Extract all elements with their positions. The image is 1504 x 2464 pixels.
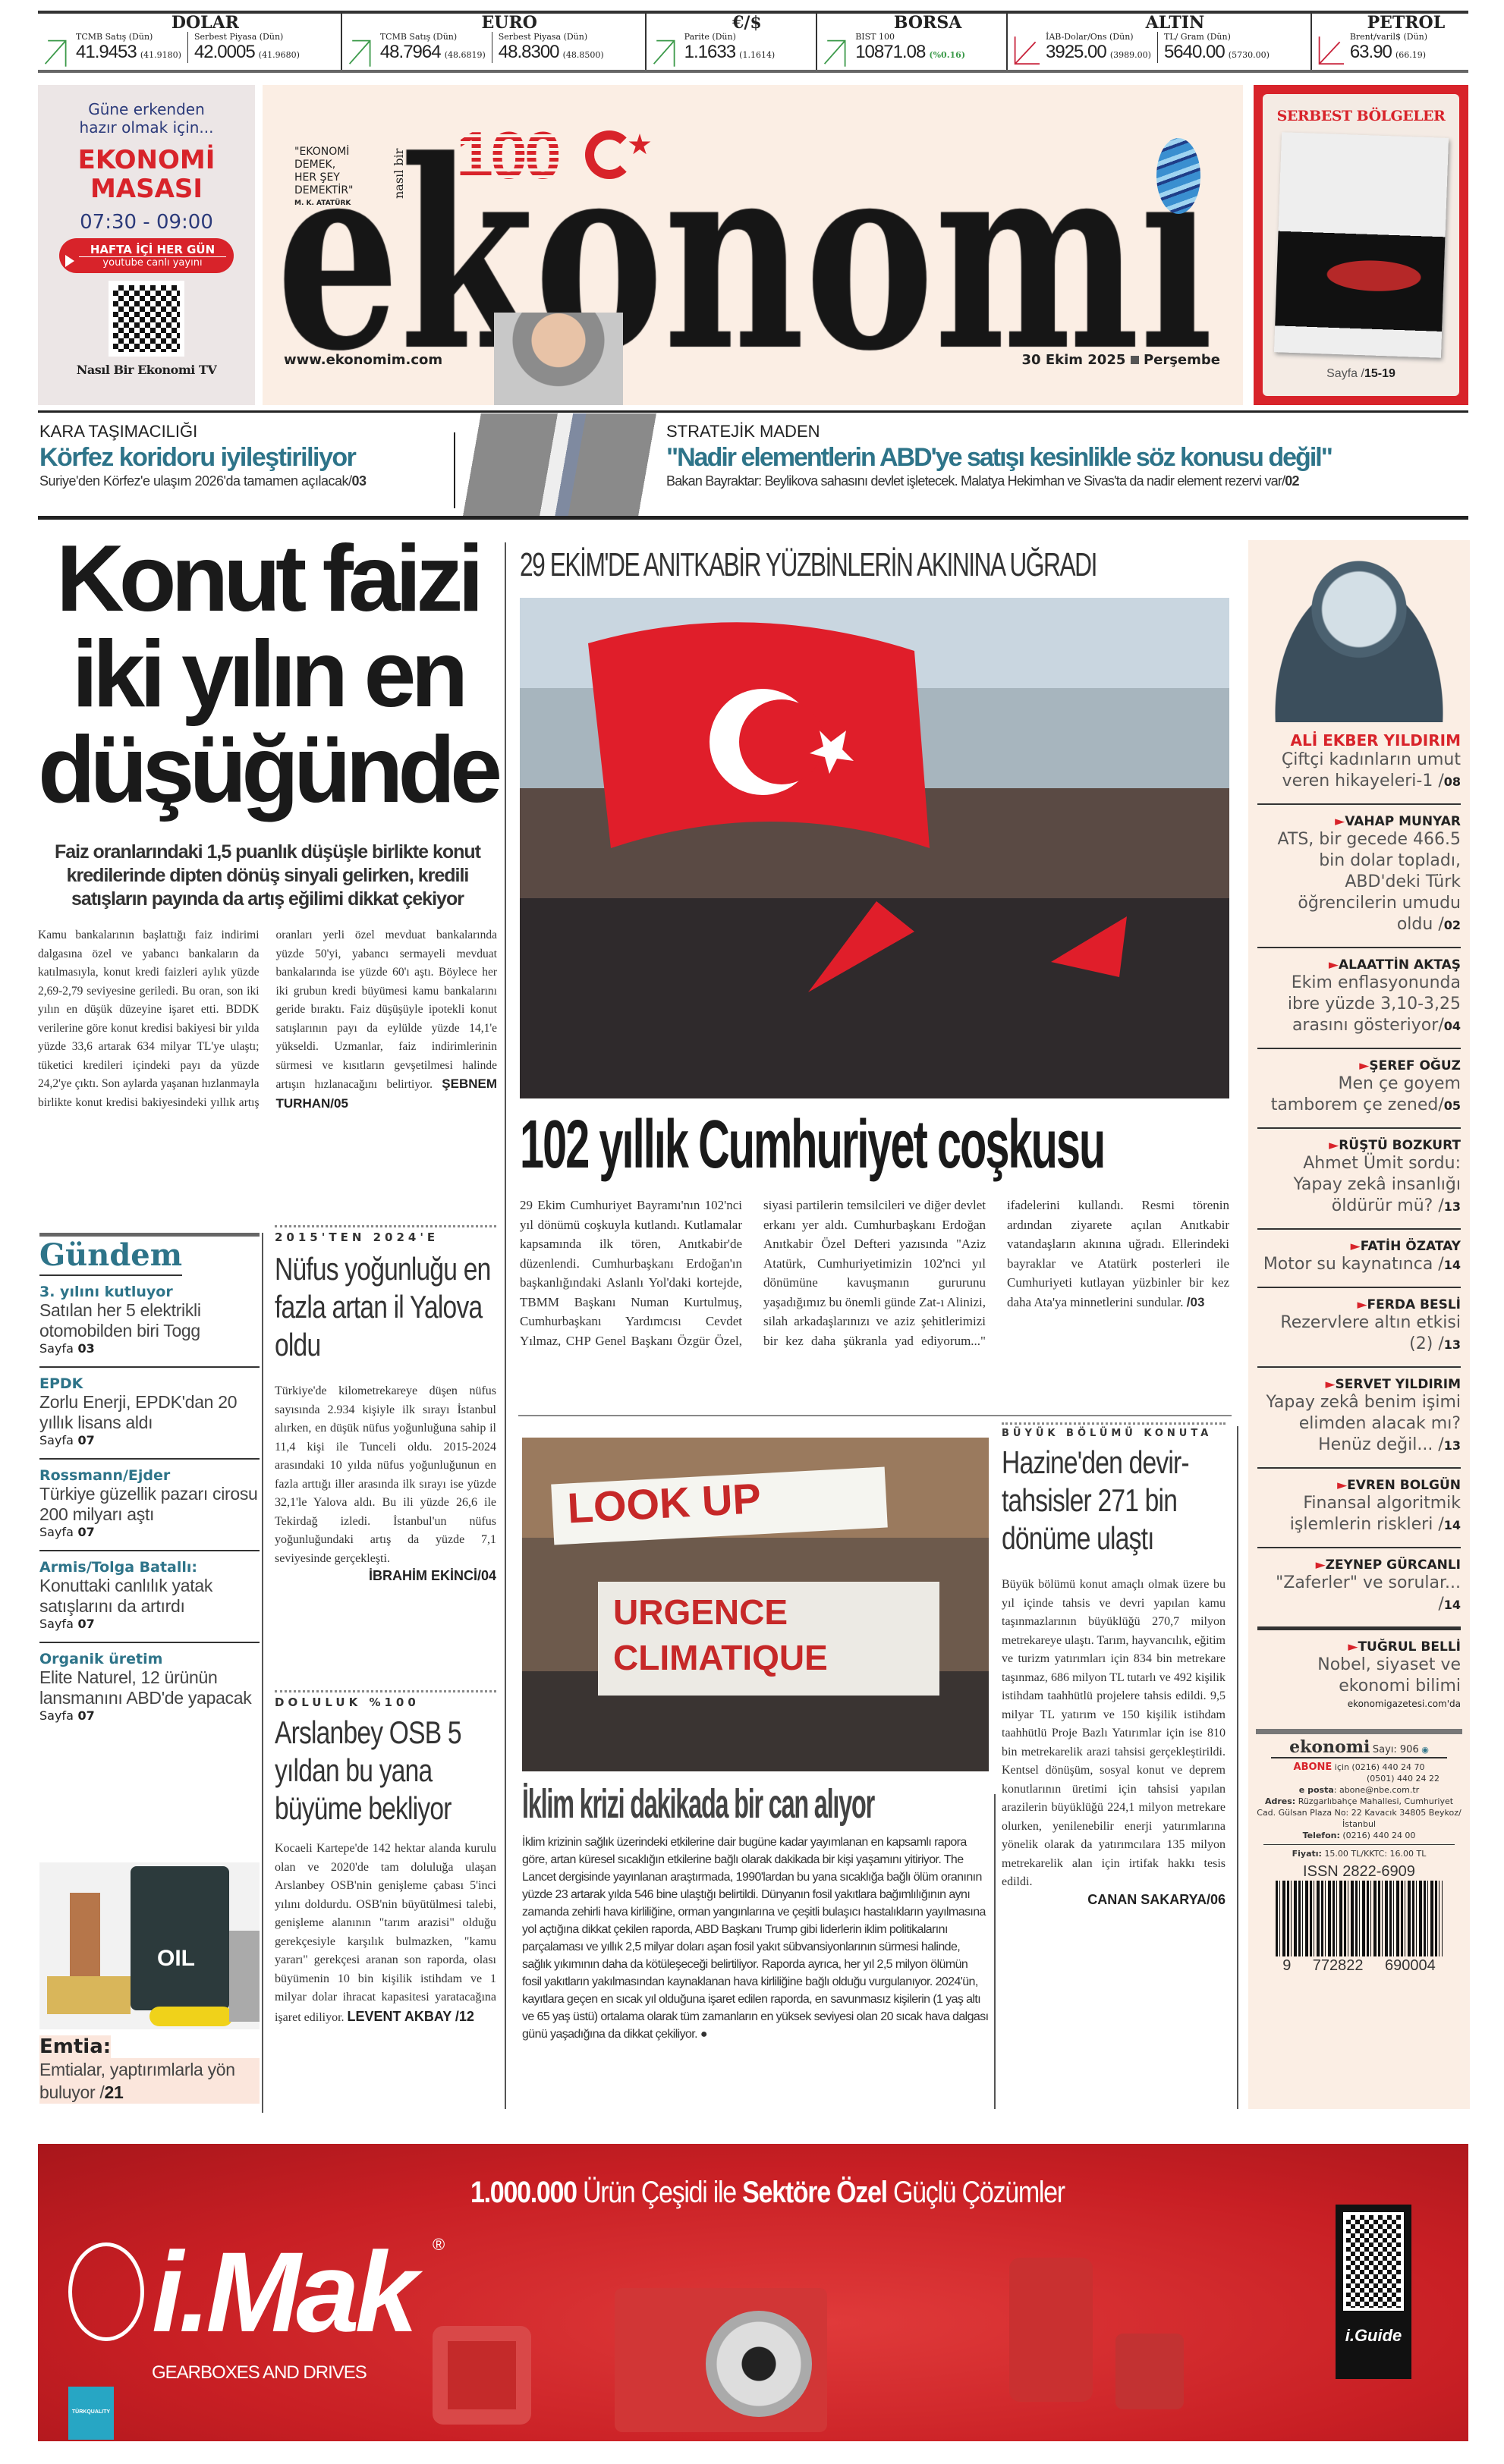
issn: ISSN 2822-6909 (1303, 1863, 1415, 1880)
ticker-previous: (%0.16) (929, 50, 966, 60)
arrow-icon: ► (1350, 1239, 1361, 1254)
ticker-item (855, 32, 971, 63)
page-number: 07 (77, 1433, 95, 1447)
columnist-name (1257, 1138, 1461, 1153)
name: ŞEREF OĞUZ (1369, 1058, 1461, 1073)
page-label: Sayfa (39, 1525, 74, 1539)
page-number: 14 (1443, 1518, 1461, 1532)
arrow-icon: ► (1348, 1639, 1358, 1655)
ticker-group (38, 14, 342, 70)
body-text: Kocaeli Kartepe'de 142 hektar alanda kurulu olan ve 2020'de tam doluluğa ulaşan Arslanbey OSB'nin genişleme çabası 5'inci yılını doldurdu. OSB'nin büyütülmesi talebi, genişleme alanının "tarım arazisi" olduğu gerekçesiyle karşılık bulmazken, "kamu yararı" gerekçesi aranan son raporda, olası büyümenin 10 bin kişilik istihdam ve 1 milyar dolar ihracat kapasitesi yaratacağına işaret ediliyor. (275, 1842, 496, 2024)
story-kicker: DOLULUK %100 (275, 1690, 496, 1709)
price: 15.00 TL/KKTC: 16.00 TL (1324, 1849, 1427, 1859)
ticker-value: 48.7964 (379, 42, 441, 62)
weekday: Perşembe (1143, 352, 1220, 368)
globe-icon: ◉ (1421, 1745, 1429, 1755)
commodities-photo (39, 1862, 260, 2029)
name: VAHAP MUNYAR (1345, 814, 1461, 829)
column-title: ATS, bir gecede 466.5 bin dolar topladı, ABD'deki Türk öğrencilerin umudu oldu / (1277, 830, 1461, 934)
gundem-text: Elite Naturel, 12 ürünün lansmanını ABD'de yapacak (39, 1667, 252, 1708)
supplement-serbest-bolgeler[interactable] (1254, 85, 1468, 405)
author: CANAN SAKARYA/ (1087, 1891, 1210, 1907)
ticker-item (380, 32, 492, 63)
page-number: ekonomigazetesi.com'da (1347, 1699, 1461, 1709)
columnist-name (1257, 731, 1461, 750)
teaser-headline: Körfez koridoru iyileştiriliyor (39, 443, 356, 472)
column-title: Ekim enflasyonunda ibre yüzde 3,10-3,25 arasını gösteriyor/ (1287, 973, 1461, 1035)
center-kicker: 29 EKİM'DE ANITKABİR YÜZBİNLERİN AKININA UĞRADI (520, 546, 1097, 583)
ticker-label: TL/ Gram (Dün) (1163, 32, 1231, 42)
column-title: Finansal algoritmik işlemlerin riskleri / (1289, 1494, 1461, 1534)
gundem-box (39, 1233, 260, 1733)
emtia-box[interactable] (39, 1862, 260, 2104)
page-number: 06 (1210, 1891, 1226, 1907)
ticker-label: BIST 100 (855, 32, 895, 42)
masthead (263, 85, 1243, 405)
author: ŞEBNEM TURHAN/ (275, 1076, 497, 1111)
gundem-text: Türkiye güzellik pazarı cirosu 200 milyarı aştı (39, 1484, 258, 1524)
email: : abone@nbe.com.tr (1333, 1785, 1420, 1795)
ticker-group (342, 14, 647, 70)
page-number: 07 (77, 1617, 95, 1631)
page-number: 03 (77, 1341, 95, 1356)
anniversary-100-logo: 100 (456, 118, 558, 193)
page-number: 08 (1443, 775, 1461, 789)
author: İBRAHİM EKİNCİ/ (368, 1568, 481, 1583)
climate-story[interactable] (522, 1438, 989, 2043)
columnist-item[interactable] (1257, 1049, 1461, 1129)
arrow-icon: ► (1337, 1478, 1348, 1493)
story-headline: Nüfus yoğunluğu en fazla artan il Yalova oldu (275, 1251, 491, 1362)
columnist-name (1257, 1639, 1461, 1655)
teaser-nadir-elementler[interactable] (666, 422, 1468, 489)
supplement-cover-image (1274, 132, 1449, 358)
page-number: 03 (351, 473, 367, 489)
story-body (1002, 1576, 1226, 1892)
oil-barrel-label: OIL (157, 1946, 195, 1971)
columnist-item[interactable] (1257, 1469, 1461, 1548)
body-text: 29 Ekim Cumhuriyet Bayramı'nın 102'nci yıl dönümü coşkuyla kutlandı. Kutlamalar kapsamında ilk tören, Anıtkabir'de düzenlendi. Cumhurbaşkanı Erdoğan'ın başkanlığındaki Aslanlı Yol'daki kortejde, TBMM Başkanı Numan Kurtulmuş, Cumhurbaşkanı Yardımcısı Cevdet Yılmaz, CHP Genel Başkanı Özgür Özel, siyasi partilerin temsilcileri ve diğer devlet erkanı yer aldı. Cumhurbaşkanı Erdoğan Anıtkabir Özel Defteri yazısında "Aziz Atatürk, Cumhuriyetimizin 102'nci yıl dönümüne kavuşmanın gururunu yaşadığımız bu önemli günde Zat-ı Alinizi, silah arkadaşlarınızı ve aziz şehitlerimizi bir kez daha şükranla yad ediyorum..." ifadelerini kullandı. Resmi törenin ardından ziyarete açılan Anıtkabir vatandaşların akınına uğradı. Ellerindeki bayraklar ve Atatürk posterleri ile Cumhuriyeti kutlayan yüzbinler bir kez daha Ata'ya minnetlerini sundular. (520, 1198, 1229, 1348)
lead-story[interactable] (38, 526, 498, 1114)
address: Rüzgarlıbahçe Mahallesi, Cumhuriyet Cad. Gülsan Plaza No: 22 Kavacık 34805 Beykoz/ İstanbul (1257, 1796, 1462, 1829)
arrow-icon: ► (1328, 957, 1339, 973)
columnist-item[interactable] (1257, 805, 1461, 948)
headline-line: iki yılın en (71, 622, 464, 727)
date: 30 Ekim 2025 (1021, 352, 1126, 368)
name: SERVET YILDIRIM (1335, 1377, 1461, 1392)
page-number: 21 (104, 2082, 124, 2102)
ticker-group (817, 14, 1008, 70)
name: FERDA BESLİ (1367, 1297, 1461, 1312)
ticker-label: TCMB Satış (Dün) (76, 32, 153, 42)
column-title: "Zaferler" ve sorular... / (1276, 1573, 1461, 1614)
ticker-title: BORSA (893, 13, 962, 33)
ad-number: 1.000.000 (470, 2176, 577, 2209)
logo-prefix: nasıl bir (392, 148, 406, 199)
columnist-item[interactable] (1257, 1548, 1461, 1630)
osb-story[interactable] (275, 1690, 496, 2027)
story-body (275, 1840, 496, 2027)
gundem-kicker: Armis/Tolga Batallı: (39, 1559, 198, 1576)
ticker-previous: (66.19) (1395, 50, 1427, 60)
columnist-item[interactable] (1257, 948, 1461, 1049)
imprint-logo: ekonomi (1289, 1737, 1370, 1757)
play-icon (65, 255, 74, 267)
promo-title1: EKONOMİ (77, 145, 216, 175)
body-text: Büyük bölümü konut amaçlı olmak üzere bu yıl içinde tahsis ve devri yapılan kamu taşınmazlarının büyüklüğü 270,7 milyon metrekareye ulaştı. Tarım, hayvancılık, eğitim ve turizm yatırımları için 834 bin metrekare taşınmaz, 686 milyon TL tutarlı ve 492 kişilik istihdam taahhütlü projelere tahsis edildi. 9,5 milyar TL yatırım ve 150 kişilik istihdam taahhütlü Proje Bazlı Yatırımlar için ise 810 bin metrekarelik arazi tahsisi gerçekleştirildi. Kentsel dönüşüm, sosyal konut ve deprem konutlarının üretimi için tahsisi yapılan arazilerin büyüklüğü 224,1 milyon metrekare olurken, yenilenebilir enerji yatırımlarına yönelik olarak da yatırımcılara 135 milyon metrekarelik alan için irtifak hakkı tesis edildi. (1002, 1578, 1226, 1888)
name: RÜŞTÜ BOZKURT (1339, 1138, 1461, 1153)
ticker-value: 10871.08 (855, 42, 926, 62)
teaser-sub: Bakan Bayraktar: Beylikova sahasını devlet işletecek. Malatya Hekimhan ve Sivas'ta da nadir element rezervi var/ (666, 473, 1285, 489)
story-headline: Arslanbey OSB 5 yıldan bu yana büyüme bekliyor (275, 1714, 461, 1826)
page-number: 05 (1443, 1098, 1461, 1113)
columnist-name (1257, 1297, 1461, 1312)
gundem-kicker: Organik üretim (39, 1651, 163, 1667)
iguide-label: i.Guide (1345, 2326, 1402, 2345)
teaser-kicker: STRATEJİK MADEN (666, 422, 820, 441)
emtia-title: Emtia: (39, 2035, 112, 2058)
qr-code[interactable] (109, 281, 184, 357)
columnist-name (1257, 1478, 1461, 1493)
imak-advertisement[interactable] (38, 2144, 1468, 2441)
page-label: Sayfa (39, 1617, 74, 1631)
ticker-title: DOLAR (171, 13, 239, 33)
body-text: Kamu bankalarının başlattığı faiz indirimi dalgasına özel ve yabancı bankaların da katılmasıyla, konut kredi faizleri aylık yüzde 2,69-2,79 seviyesine geriledi. Bu oran, son iki yılın en düşük düzeyine işaret etti. BDDK verilerine göre konut kredisi bakiyesi bir yılda yüzde 33,6 artarak 634 milyar TL'ye ulaştı; tüketici kredileri içindeki payı da yüzde 24,2'ye çıktı. Son aylarda yaşanan hızlanmayla birlikte konut kredisi bakiyesindeki yıllık artış oranları yerli özel mevduat bankalarında yüzde 50'yi, yabancı sermayeli mevduat bankalarında ise yüzde 60'ı aştı. Böylece her iki grubun kredi büyümesi kamu bankalarını geride bıraktı. Faiz düşüşüyle ipotekli konut satışlarının payı da eylülde yüzde 14,1'e yükseldi. Uzmanlar, faiz indirimlerinin sürmesi ve kısıtların gevşetilmesi halinde artışın hızlanacağını belirtiyor. (38, 929, 497, 1109)
ticker-previous: (41.9680) (258, 50, 300, 60)
ticker-label: Brent/varil$ (Dün) (1349, 32, 1428, 42)
gundem-kicker: EPDK (39, 1375, 83, 1392)
barcode-digits: 772822 (1312, 1957, 1364, 1974)
column-title: Yapay zekâ benim işimi elimden alacak mı? Henüz değil... / (1266, 1393, 1461, 1454)
name: ALAATTİN AKTAŞ (1338, 957, 1461, 973)
arrow-icon: ► (1357, 1297, 1367, 1312)
column-title: Nobel, siyaset ve ekonomi bilimi (1317, 1655, 1461, 1696)
hazine-story[interactable] (1002, 1422, 1226, 1908)
gundem-page (39, 1341, 260, 1356)
columnist-name (1257, 957, 1461, 973)
name: FATİH ÖZATAY (1360, 1239, 1461, 1254)
columnist-name (1257, 814, 1461, 829)
promo-line2: hazır olmak için... (79, 118, 214, 137)
columnist-item[interactable] (1257, 1230, 1461, 1288)
columnist-item[interactable] (1257, 1288, 1461, 1368)
columnist-item[interactable] (1257, 1368, 1461, 1469)
page-number: 07 (77, 1708, 95, 1723)
gundem-page (39, 1617, 260, 1631)
gundem-text: Zorlu Enerji, EPDK'dan 20 yıllık lisans aldı (39, 1392, 238, 1432)
page-number: 05 (334, 1095, 348, 1111)
columnists-panel (1248, 540, 1470, 2109)
gundem-item[interactable] (39, 1368, 260, 1460)
gundem-item[interactable] (39, 1643, 260, 1733)
name: TUĞRUL BELLİ (1358, 1639, 1461, 1655)
columnist-item[interactable] (1257, 1129, 1461, 1230)
ticker-item (684, 32, 782, 63)
ticker-item (492, 32, 610, 63)
author: LEVENT AKBAY / (347, 2008, 459, 2024)
page-number: 02 (1443, 918, 1461, 932)
column-title: Rezervlere altın etkisi (2) / (1280, 1313, 1461, 1353)
ticker-item (1157, 32, 1276, 63)
ticker-group (647, 14, 818, 70)
ticker-title: EURO (481, 13, 537, 33)
headline-line: düşüğünde (38, 718, 498, 822)
teaser-korfez[interactable] (39, 422, 453, 489)
ad-bold: Sektöre Özel (742, 2176, 887, 2209)
story-kicker: 2015'TEN 2024'E (275, 1225, 496, 1244)
columnist-portrait (1248, 540, 1470, 722)
ticker-value: 41.9453 (76, 42, 137, 62)
page-number: 13 (1443, 1337, 1461, 1352)
arrow-icon: ► (1335, 814, 1345, 829)
promo-box-ekonomi-masasi[interactable] (38, 85, 255, 405)
page-number: 07 (77, 1525, 95, 1539)
phone: (0216) 440 24 00 (1342, 1831, 1416, 1840)
ticker-label: Serbest Piyasa (Dün) (498, 32, 588, 42)
ticker-value: 3925.00 (1046, 42, 1106, 62)
minister-body-photo (459, 413, 660, 516)
crescent-icon (585, 130, 634, 179)
ad-headline (470, 2176, 1065, 2210)
badge-line2: youtube canlı yayını (102, 257, 203, 269)
page-number: 13 (1443, 1438, 1461, 1453)
ticker-value: 42.0005 (194, 42, 255, 62)
registered-mark: ® (433, 2235, 445, 2254)
promo-title2: MASASI (90, 174, 203, 204)
minister-photo (494, 313, 623, 405)
promo-time: 07:30 - 09:00 (80, 211, 213, 234)
trend-down-icon (1317, 35, 1344, 68)
page-number: 15-19 (1364, 367, 1395, 380)
email-label: e posta (1298, 1785, 1334, 1795)
ticker-item (1350, 32, 1433, 63)
columnist-name (1257, 1557, 1461, 1573)
column-title: Men çe goyem tamborem çe zened/ (1270, 1074, 1461, 1114)
ticker-title: PETROL (1367, 13, 1446, 33)
column-title: Motor su kaynatınca / (1263, 1255, 1444, 1274)
barcode-digits: 690004 (1385, 1957, 1436, 1974)
page-number: 14 (1443, 1258, 1461, 1272)
lead-deck: Faiz oranlarındaki 1,5 puanlık düşüşle birlikte konut kredilerinde dipten dönüş sinyali gelirken, kredili satışların payında da artış eğilimi dikkat çekiyor (54, 841, 481, 910)
body-text: İklim krizinin sağlık üzerindeki etkilerine dair bugüne kadar yayımlanan en kapsamlı rapora göre, artan küresel sıcaklığın etkilerine bağlı olarak dakikada bir kişi yaşamını yitiriyor. The Lancet dergisinde yayınlanan araştırmada, 1990'lardan bu yana sıcaklığa bağlı ölüm oranının yüzde 23 artarak yılda 546 bine ulaştığı belirtildi. Dünyanın fosil yakıtlara bağımlılığının aynı zamanda zehirli hava kirliliğine, orman yangınlarına ve çeşitli bulaşıcı hastalıkların yayılmasına yol açtığına dikkat çekilen raporda, ABD Başkanı Trump gibi liderlerin iklim politikalarını parçalaması ve yıllık 2,5 milyar doları aşan fosil yakıt sübvansiyonlarının sürmesi halinde, sağlık yıkımının daha da kötüleşeceği belirtiliyor. Raporda ayrıca, her yıl 2,5 milyon ölümün fosil yakıtların yakılmasından kaynaklanan hava kirliliğine bağlı olduğu vurgulanıyor. 2024'ün, kayıtlara geçen en sıcak yıl olduğuna işaret edilen raporda, en savunmasız kişilerin (1 yaş altı ve 65 yaş üstü) ortalama olarak tüm zamanların en yüksek seviyesi olan 20 sıcak hava dalgası günü yaşadığına da dikkat çekiliyor. (522, 1836, 989, 2041)
ticker-label: TCMB Satış (Dün) (379, 32, 458, 42)
teaser-sub: Suriye'den Körfez'e ulaşım 2026'da tamamen açılacak/ (39, 473, 352, 489)
ticker-item (187, 32, 306, 63)
ad-tagline: GEARBOXES AND DRIVES (152, 2362, 367, 2383)
gundem-kicker: Rossmann/Ejder (39, 1467, 171, 1484)
barcode-digit: 9 (1282, 1957, 1292, 1974)
climate-protest-photo (522, 1438, 989, 1771)
column-title: Ahmet Ümit sordu: Yapay zekâ insanlığı öldürür mü? / (1293, 1154, 1461, 1215)
quote-line: HER ŞEY (294, 171, 340, 184)
gundem-text: Konuttaki canlılık yatak satışlarını da artırdı (39, 1576, 213, 1616)
trend-up-icon (347, 35, 374, 68)
abone-phone2: (0501) 440 24 22 (1366, 1774, 1439, 1784)
ticker-previous: (1.1614) (739, 50, 776, 60)
columnist-name (1257, 1239, 1461, 1254)
page-number: 02 (1285, 473, 1299, 489)
market-ticker (38, 11, 1468, 73)
arrow-icon: ► (1329, 1138, 1339, 1153)
supplement-title: SERBEST BÖLGELER (1276, 108, 1446, 124)
ticker-value: 5640.00 (1163, 42, 1225, 62)
issue-date (1022, 352, 1221, 368)
banner-look-up: LOOK UP (551, 1467, 888, 1545)
price-label: Fiyatı: (1292, 1849, 1322, 1859)
ad-text: Güçlü Çözümler (886, 2176, 1065, 2209)
globe-icon (1156, 138, 1200, 214)
ticker-previous: (48.8500) (562, 50, 604, 60)
quote-line: DEMEK, (294, 159, 336, 171)
imprint (1256, 1729, 1462, 1975)
ticker-previous: (5730.00) (1228, 50, 1270, 60)
abone-phone: için (0216) 440 24 70 (1334, 1762, 1425, 1772)
story-body (275, 1382, 496, 1568)
name: EVREN BOLGÜN (1347, 1478, 1461, 1493)
gundem-kicker: 3. yılını kutluyor (39, 1284, 173, 1300)
promo-line1: Güne erkenden (88, 100, 205, 118)
gundem-title: Gündem (39, 1237, 182, 1276)
columnist-name (1257, 1058, 1461, 1073)
center-headline: 102 yıllık Cumhuriyet coşkusu (520, 1107, 1105, 1183)
trend-up-icon (651, 35, 678, 68)
ticker-label: Serbest Piyasa (Dün) (194, 32, 284, 42)
arrow-icon: ► (1359, 1058, 1370, 1073)
barcode (1276, 1881, 1443, 1956)
anitkabir-photo (520, 598, 1229, 1098)
teaser-kicker: KARA TAŞIMACILIĞI (39, 422, 198, 441)
ticker-group (1312, 14, 1468, 70)
promo-footer: Nasıl Bir Ekonomi TV (76, 363, 217, 377)
ticker-item (1046, 32, 1157, 63)
arrow-icon: ► (1325, 1377, 1336, 1392)
page-label: Sayfa (39, 1433, 74, 1447)
ticker-item (76, 32, 187, 63)
youtube-badge[interactable] (59, 238, 234, 273)
banner-urgence-climatique: URGENCE CLIMATIQUE (598, 1582, 939, 1696)
supplement-page (1263, 367, 1459, 381)
website-url[interactable]: www.ekonomim.com (284, 352, 443, 368)
trend-up-icon (822, 35, 849, 68)
ticker-value: 48.8300 (498, 42, 559, 62)
gundem-item[interactable] (39, 1551, 260, 1643)
page-number: 12 (458, 2008, 474, 2024)
columnist-item[interactable] (1257, 722, 1461, 805)
page-number: 14 (1443, 1598, 1461, 1612)
gundem-item[interactable] (39, 1460, 260, 1551)
story-headline: Hazine'den devir-tahsisler 271 bin dönüme ulaştı (1002, 1444, 1189, 1556)
gundem-text: Satılan her 5 elektrikli otomobilden biri Togg (39, 1300, 201, 1340)
story-body: İklim krizinin sağlık üzerindeki etkilerine dair bugüne kadar yayımlanan en kapsamlı rapora göre, artan küresel sıcaklığın etkilerine bağlı olarak dakikada bir kişi yaşamını yitiriyor. The Lancet dergisinde yayınlanan araştırmada, 1990'lardan bu yana sıcaklığa bağlı ölüm oranının yüzde 23 artarak yılda 546 bine ulaştığı belirtildi. Dünyanın fosil yakıtlara bağımlılığının aynı zamanda zehirli hava kirliliğine, orman yangınlarına ve çeşitli bulaşıcı hastalıkların yayılmasına yol açtığına dikkat çekilen raporda, ABD Başkanı Trump gibi liderlerin iklim politikalarını parçalaması ve yıllık 2,5 milyar doları aşan fosil yakıt sübvansiyonlarının sürmesi halinde, sağlık yıkımının daha da kötüleşeceği belirtiliyor. Raporda ayrıca, her yıl 2,5 milyon ölümün fosil yakıtların yakılmasından kaynaklanan hava kirliliğine bağlı olduğu vurgulanıyor. 2024'ün, kayıtlara geçen en sıcak yıl olduğuna işaret edilen raporda, en savunmasız kişilerin (1 yaş altı ve 65 yaş üstü) ortalama olarak tüm zamanların en yüksek seviyesi olan 20 sıcak hava dalgası günü yaşadığına da dikkat çekiliyor. ● (522, 1836, 989, 2041)
name: ALİ EKBER YILDIRIM (1290, 731, 1461, 750)
page-number: 04 (1443, 1019, 1461, 1033)
quote-line: DEMEKTİR" (294, 184, 354, 196)
page-label: Sayfa (39, 1708, 74, 1723)
ataturk-quote (294, 146, 354, 210)
headline-line: Konut faizi (56, 526, 479, 631)
gundem-page (39, 1708, 260, 1723)
ad-brand-logo: i.Mak (152, 2228, 414, 2356)
arrow-icon: ► (1315, 1557, 1326, 1573)
address-label: Adres: (1264, 1796, 1296, 1806)
phone-label: Telefon: (1302, 1831, 1340, 1840)
ticker-previous: (48.6819) (444, 50, 486, 60)
ticker-label: İAB-Dolar/Ons (Dün) (1046, 32, 1134, 42)
name: ZEYNEP GÜRCANLI (1325, 1557, 1461, 1573)
ticker-label: Parite (Dün) (684, 32, 736, 42)
issue-number: Sayı: 906 (1372, 1744, 1419, 1755)
body-text: Türkiye'de kilometrekareye düşen nüfus sayısında 2.934 kişiyle ilk sırayı İstanbul alırken, en düşük nüfus yoğunluğuna sahip il 11,4 kişi ile Tunceli oldu. 2015-2024 arasındaki 10 yılda nüfus yoğunluğunun en fazla arttığı iller arasında ilk sırayı ise yüzde 32,1'le Yalova aldı. Bu ili yüzde 26,6 ile Tekirdağ izledi. İstanbul'un nüfus yoğunluğundaki artış da yüzde 7,1 seviyesinde gerçekleşti. (275, 1384, 496, 1565)
ticker-title: ALTIN (1145, 13, 1205, 33)
nufus-story[interactable] (275, 1225, 496, 1584)
trend-up-icon (42, 35, 70, 68)
page-number: 04 (480, 1568, 496, 1583)
gundem-page (39, 1433, 260, 1447)
ticker-previous: (41.9180) (140, 50, 181, 60)
trend-down-icon (1012, 35, 1040, 68)
lead-body (38, 926, 497, 1114)
page-number: /03 (1186, 1294, 1205, 1309)
gundem-item[interactable] (39, 1276, 260, 1368)
ticker-title: €/$ (732, 13, 762, 33)
quote-author: M. K. ATATÜRK (294, 200, 351, 207)
column-title: Çiftçi kadınların umut veren hikayeleri-1 / (1281, 750, 1461, 790)
columnist-item[interactable] (1257, 1630, 1461, 1721)
columnist-name (1257, 1377, 1461, 1392)
gundem-page (39, 1525, 260, 1539)
ticker-value: 1.1633 (684, 42, 736, 62)
badge-line1: HAFTA İÇİ HER GÜN (79, 243, 226, 257)
iguide-qr-panel[interactable] (1336, 2205, 1411, 2379)
page-number: 13 (1443, 1199, 1461, 1214)
ticker-previous: (3989.00) (1109, 50, 1151, 60)
center-story[interactable] (520, 546, 1229, 1350)
turquality-badge: TÜRKQUALITY (68, 2387, 114, 2440)
quote-line: "EKONOMİ (294, 146, 350, 158)
story-kicker: BÜYÜK BÖLÜMÜ KONUTA (1002, 1422, 1226, 1439)
center-body (520, 1196, 1229, 1350)
story-headline: İklim krizi dakikada bir can alıyor (522, 1781, 875, 1827)
ad-text: Ürün Çeşidi ile (576, 2176, 743, 2209)
imak-logo-emblem (68, 2242, 144, 2341)
page-label: Sayfa / (1326, 367, 1364, 380)
page-label: Sayfa (39, 1341, 74, 1356)
teaser-headline: "Nadir elementlerin ABD'ye satışı kesinlikle söz konusu değil" (666, 443, 1332, 472)
ticker-value: 63.90 (1349, 42, 1392, 62)
abone-label: ABONE (1293, 1762, 1333, 1773)
emtia-text: Emtialar, yaptırımlarla yön buluyor / (39, 2060, 235, 2102)
ticker-group (1008, 14, 1312, 70)
lead-headline (38, 526, 498, 822)
